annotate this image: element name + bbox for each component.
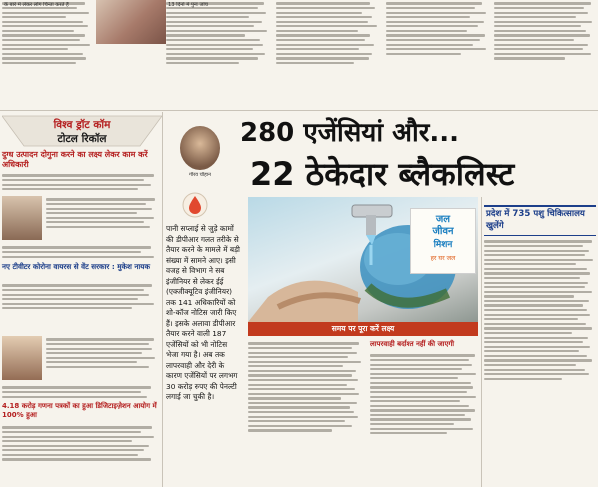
right-headline-box — [484, 205, 596, 236]
main-headline-line1: 280 एजेंसियां और... — [240, 118, 460, 148]
left-body-2b — [46, 336, 160, 370]
left-headline-3: 4.18 करोड़ गणना पत्रकों का हुआ डिजिटाइज़ेशन आयोग में 100% हुआ — [2, 402, 157, 419]
graphic-caption: समय पर पूरा करें लक्ष्य — [331, 324, 395, 333]
section-label-line1: विश्व ड्रॉट कॉम — [53, 119, 111, 131]
main-body-col1 — [248, 340, 364, 487]
pull-quote: पानी सप्लाई से जुड़े कामों की डीपीआर गलत तरीके से तैयार करने के मामले में बड़ी संख्या में सामने आए। इसी वजह से विभाग ने सब इंजीनियर से लेकर ईई (एक्जीक्यूटिव इंजीनियर) तक 141 अधिकारियों को शो-कॉज नोटिस जारी किए हैं। इसके अलावा डीपीआर तैयार करने वाली 187 एजेंसियों को भी नोटिस भेजा गया है। अब तक लापरवाही और देरी के कारण एजेंसियों पर लगभग 30 करोड़ रुपए की पेनल्टी लगाई जा चुकी है। — [166, 224, 240, 401]
left-body-1 — [2, 172, 160, 193]
right-headline: प्रदेश में 735 पशु चिकित्सालय खुलेंगे — [486, 209, 585, 231]
main-body-col2 — [370, 352, 480, 487]
sub-headline: लापरवाही बर्दाश्त नहीं की जाएगी — [370, 340, 455, 348]
poster-line4: हर घर जल — [430, 255, 456, 262]
person-photo-2 — [2, 336, 42, 380]
left-body-3 — [2, 424, 160, 463]
poster-line1: जल — [435, 214, 451, 225]
left-headline-1: दुग्ध उत्पादन दोगुना करने का लक्ष्य लेकर काम करें अधिकारी — [2, 150, 148, 169]
top-snippet-2: 13 दिनों में पुनः जांच — [168, 2, 208, 8]
left-headline-2: नए टीवीटर कोरोना वायरस से वेंट सरकार : मुकेश नायक — [2, 262, 150, 271]
jal-jeevan-poster — [410, 208, 476, 274]
right-body — [484, 238, 596, 487]
poster-line3: मिशन — [433, 240, 453, 250]
left-body-1b — [46, 196, 160, 230]
top-column-2 — [166, 0, 270, 108]
top-column-3 — [276, 0, 380, 108]
top-column-4 — [386, 0, 490, 108]
author-photo — [180, 126, 220, 170]
left-body-2c — [2, 384, 160, 400]
section-label-line2: टोटल रिकॉल — [57, 133, 107, 145]
top-column-5 — [494, 0, 596, 108]
left-body-2 — [2, 282, 160, 312]
poster-line2: जीवन — [432, 226, 454, 237]
top-photo-1 — [96, 0, 166, 44]
water-drop-icon — [182, 192, 208, 218]
top-column-1 — [2, 0, 94, 108]
left-body-1c — [2, 244, 160, 260]
person-photo-1 — [2, 196, 42, 240]
author-caption: गौरव चौहान — [189, 172, 211, 178]
top-snippet-1: के बारे में लेकर लोग चिन्ता करते हैं — [4, 2, 69, 8]
main-headline-line2: 22 ठेकेदार ब्लैकलिस्ट — [250, 155, 515, 193]
section-label — [2, 112, 162, 148]
